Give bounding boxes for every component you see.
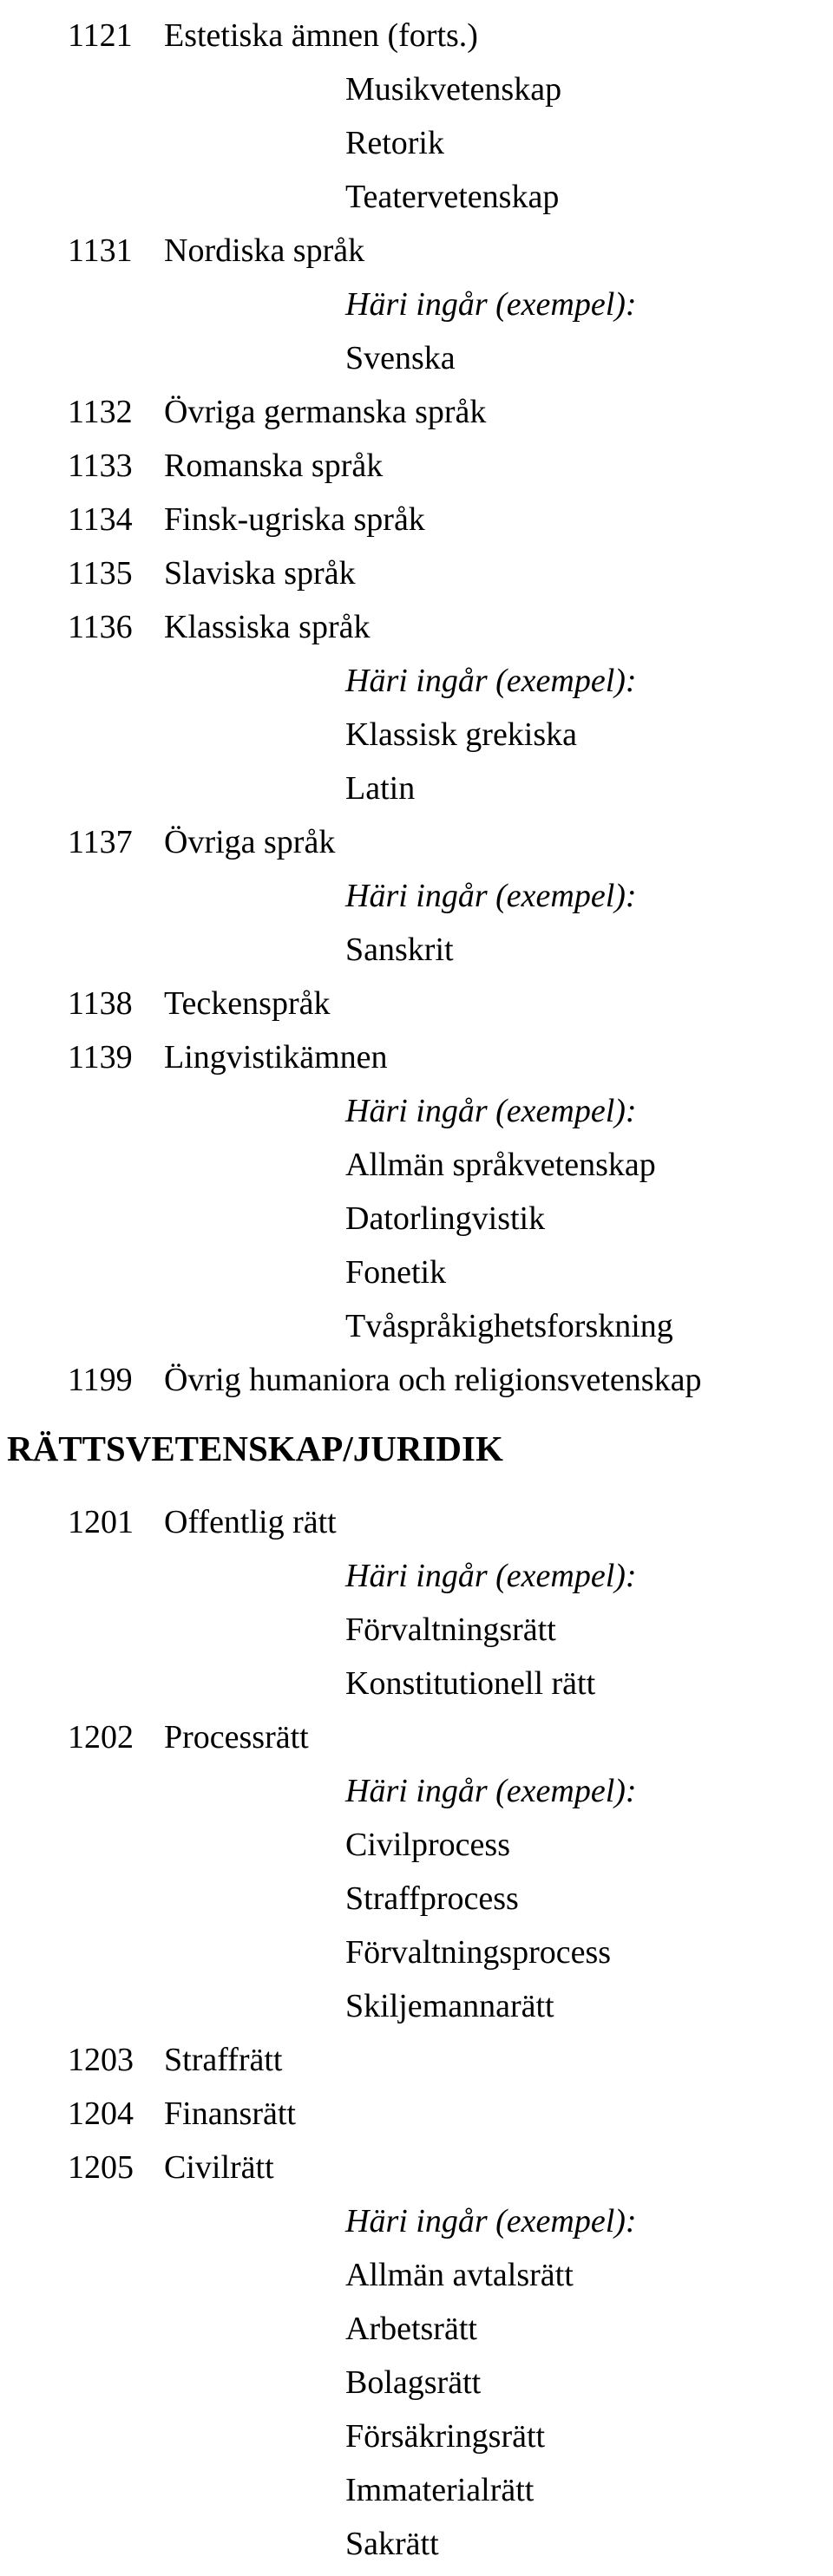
examples-heading-row <box>0 1549 833 1603</box>
subject-entry <box>0 1030 833 1084</box>
example-item-row <box>0 1138 833 1192</box>
subject-entry <box>0 493 833 546</box>
example-item: Försäkringsrätt <box>345 2418 546 2455</box>
example-item: Immaterialrätt <box>345 2472 535 2508</box>
subject-title: Teckenspråk <box>164 985 331 1022</box>
examples-heading-row <box>0 1084 833 1138</box>
example-item-row <box>0 1192 833 1246</box>
example-item-row <box>0 1657 833 1710</box>
examples-heading-row <box>0 869 833 923</box>
subject-code: 1131 <box>68 232 133 269</box>
example-item-row <box>0 1979 833 2033</box>
example-item: Allmän språkvetenskap <box>345 1147 656 1183</box>
subject-entry <box>0 224 833 278</box>
section-heading-row <box>0 1415 833 1481</box>
example-item-row <box>0 2517 833 2571</box>
example-item: Arbetsrätt <box>345 2311 477 2347</box>
subject-entry <box>0 439 833 493</box>
examples-heading-row <box>0 278 833 331</box>
subject-title: Estetiska ämnen (forts.) <box>164 17 478 54</box>
example-item: Straffprocess <box>345 1880 519 1917</box>
subject-code: 1204 <box>68 2095 134 2132</box>
example-item: Datorlingvistik <box>345 1200 546 1237</box>
subject-code: 1137 <box>68 824 133 860</box>
subject-entry <box>0 9 833 62</box>
example-item: Fonetik <box>345 1254 447 1291</box>
subject-title: Finansrätt <box>164 2095 296 2132</box>
example-item-row <box>0 1818 833 1872</box>
subject-title: Offentlig rätt <box>164 1504 337 1540</box>
example-item: Skiljemannarätt <box>345 1988 554 2024</box>
subject-title: Processrätt <box>164 1719 309 1755</box>
subject-entry <box>0 977 833 1030</box>
example-item: Civilprocess <box>345 1827 510 1863</box>
example-item: Konstitutionell rätt <box>345 1665 596 1702</box>
subject-code: 1201 <box>68 1504 134 1540</box>
example-item-row <box>0 1925 833 1979</box>
example-item: Musikvetenskap <box>345 71 562 108</box>
example-item-row <box>0 331 833 385</box>
subject-title: Övrig humaniora och religionsvetenskap <box>164 1362 702 1398</box>
example-item: Förvaltningsrätt <box>345 1612 556 1648</box>
subject-code: 1134 <box>68 501 133 538</box>
examples-heading: Häri ingår (exempel): <box>345 663 637 699</box>
example-item-row <box>0 1246 833 1299</box>
example-item: Bolagsrätt <box>345 2364 482 2401</box>
subject-title: Slaviska språk <box>164 555 356 592</box>
example-item-row <box>0 2248 833 2302</box>
subject-entry <box>0 1710 833 1764</box>
examples-heading: Häri ingår (exempel): <box>345 1558 637 1594</box>
examples-heading: Häri ingår (exempel): <box>345 1773 637 1809</box>
examples-heading-row <box>0 654 833 708</box>
subject-title: Övriga språk <box>164 824 336 860</box>
subject-code: 1136 <box>68 609 133 645</box>
example-item-row <box>0 62 833 116</box>
subject-code: 1133 <box>68 448 133 484</box>
subject-code: 1135 <box>68 555 133 592</box>
example-item: Allmän avtalsrätt <box>345 2257 574 2293</box>
subject-code: 1138 <box>68 985 133 1022</box>
example-item-row <box>0 1299 833 1353</box>
example-item: Retorik <box>345 125 444 161</box>
example-item: Tvåspråkighetsforskning <box>345 1308 673 1344</box>
subject-title: Lingvistikämnen <box>164 1039 388 1076</box>
subject-code: 1199 <box>68 1362 133 1398</box>
examples-heading: Häri ingår (exempel): <box>345 286 637 323</box>
subject-title: Straffrätt <box>164 2042 283 2078</box>
subject-title: Civilrätt <box>164 2149 274 2186</box>
example-item-row <box>0 2409 833 2463</box>
subject-title: Romanska språk <box>164 448 384 484</box>
subject-code: 1202 <box>68 1719 134 1755</box>
section-heading: RÄTTSVETENSKAP/JURIDIK <box>7 1429 503 1468</box>
subject-entry <box>0 1353 833 1407</box>
subject-entry <box>0 1495 833 1549</box>
example-item: Latin <box>345 770 416 807</box>
example-item-row <box>0 2356 833 2409</box>
example-item-row <box>0 923 833 977</box>
example-item-row <box>0 1872 833 1925</box>
example-item: Klassisk grekiska <box>345 716 578 753</box>
subject-title: Övriga germanska språk <box>164 394 487 430</box>
example-item-row <box>0 2463 833 2517</box>
example-item-row <box>0 708 833 762</box>
subject-entry <box>0 385 833 439</box>
example-item: Sanskrit <box>345 932 454 968</box>
subject-entry <box>0 2087 833 2141</box>
example-item-row <box>0 1603 833 1657</box>
example-item: Svenska <box>345 340 456 376</box>
example-item: Förvaltningsprocess <box>345 1934 612 1971</box>
example-item: Sakrätt <box>345 2526 439 2562</box>
subject-title: Klassiska språk <box>164 609 371 645</box>
examples-heading-row <box>0 2194 833 2248</box>
subject-code: 1121 <box>68 17 133 54</box>
examples-heading: Häri ingår (exempel): <box>345 1093 637 1129</box>
subject-title: Nordiska språk <box>164 232 365 269</box>
subject-code: 1139 <box>68 1039 133 1076</box>
subject-code: 1203 <box>68 2042 134 2078</box>
subject-code: 1205 <box>68 2149 134 2186</box>
subject-entry <box>0 600 833 654</box>
examples-heading: Häri ingår (exempel): <box>345 878 637 914</box>
classification-list <box>0 9 833 2571</box>
examples-heading-row <box>0 1764 833 1818</box>
example-item-row <box>0 116 833 170</box>
example-item: Teatervetenskap <box>345 179 560 215</box>
subject-entry <box>0 2141 833 2194</box>
subject-entry <box>0 2033 833 2087</box>
subject-entry <box>0 546 833 600</box>
subject-entry <box>0 815 833 869</box>
examples-heading: Häri ingår (exempel): <box>345 2203 637 2239</box>
example-item-row <box>0 762 833 815</box>
subject-code: 1132 <box>68 394 133 430</box>
example-item-row <box>0 170 833 224</box>
example-item-row <box>0 2302 833 2356</box>
subject-title: Finsk-ugriska språk <box>164 501 425 538</box>
